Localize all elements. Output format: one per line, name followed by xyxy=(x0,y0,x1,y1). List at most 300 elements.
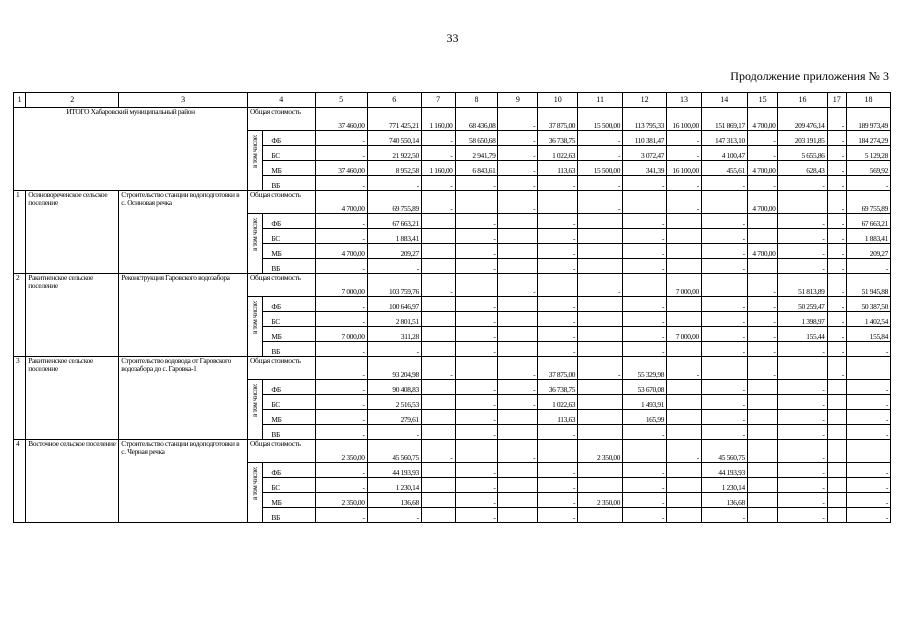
value-cell: 209 476,14 xyxy=(778,108,827,131)
value-cell: - xyxy=(538,244,578,259)
value-cell: - xyxy=(455,478,498,493)
value-cell xyxy=(578,327,623,342)
value-cell: - xyxy=(578,131,623,146)
value-cell: - xyxy=(421,440,455,463)
value-cell: - xyxy=(578,274,623,297)
value-cell: - xyxy=(498,395,538,410)
value-cell: - xyxy=(367,508,421,523)
value-cell xyxy=(498,327,538,342)
value-cell: 113,63 xyxy=(538,161,578,176)
value-cell: 53 670,08 xyxy=(623,380,667,395)
value-cell xyxy=(578,297,623,312)
value-cell: - xyxy=(846,380,890,395)
value-cell: - xyxy=(701,380,747,395)
value-cell xyxy=(578,259,623,274)
value-cell xyxy=(538,274,578,297)
settlement-name: Осиновореченское сельское поселение xyxy=(26,191,119,274)
value-cell xyxy=(667,342,702,357)
value-cell: - xyxy=(778,440,827,463)
value-cell: - xyxy=(498,176,538,191)
value-cell: 136,68 xyxy=(367,493,421,508)
value-cell: - xyxy=(747,146,778,161)
header-cell: 17 xyxy=(827,93,846,108)
value-cell xyxy=(421,327,455,342)
indicator-3: МБ xyxy=(263,493,315,508)
value-cell xyxy=(701,274,747,297)
value-cell: 4 700,00 xyxy=(747,161,778,176)
project-name: Строительство станции водоподготовки в с. Осиновая речка xyxy=(119,191,248,274)
value-cell: - xyxy=(827,108,846,131)
value-cell xyxy=(578,342,623,357)
header-cell: 6 xyxy=(367,93,421,108)
value-cell: - xyxy=(315,312,367,327)
value-cell xyxy=(498,493,538,508)
value-cell: - xyxy=(827,176,846,191)
value-cell: - xyxy=(538,425,578,440)
value-cell: 51 813,89 xyxy=(778,274,827,297)
value-cell: 5 129,28 xyxy=(846,146,890,161)
value-cell xyxy=(778,357,827,380)
project-name: Реконструкция Гаровского водозабора xyxy=(119,274,248,357)
value-cell: - xyxy=(827,342,846,357)
value-cell: - xyxy=(538,508,578,523)
value-cell: - xyxy=(778,214,827,229)
project-name: Строительство водовода от Гаровского водозабора до с. Гаровка-1 xyxy=(119,357,248,440)
in-total-text: в том числе: xyxy=(251,383,260,417)
value-cell: - xyxy=(701,395,747,410)
value-cell: 2 350,00 xyxy=(578,493,623,508)
value-cell: - xyxy=(623,312,667,327)
value-cell xyxy=(667,493,702,508)
value-cell xyxy=(421,229,455,244)
value-cell: - xyxy=(315,259,367,274)
indicator-3: МБ xyxy=(263,161,315,176)
value-cell: - xyxy=(455,380,498,395)
value-cell: 1 230,14 xyxy=(367,478,421,493)
value-cell xyxy=(578,508,623,523)
value-cell: 113 795,33 xyxy=(623,108,667,131)
value-cell: - xyxy=(455,297,498,312)
row-number: 2 xyxy=(14,274,26,357)
indicator-total-cost: Общая стоимость xyxy=(248,440,315,463)
value-cell: 1 022,63 xyxy=(538,395,578,410)
project-name: Строительство станции водоподготовки в с. Черная речка xyxy=(119,440,248,523)
value-cell xyxy=(578,425,623,440)
value-cell xyxy=(667,380,702,395)
value-cell xyxy=(455,191,498,214)
value-cell: 7 000,00 xyxy=(315,327,367,342)
total-row xyxy=(14,108,891,131)
settlement-name: Ракитненское сельское поселение xyxy=(26,357,119,440)
value-cell: - xyxy=(538,229,578,244)
value-cell: - xyxy=(421,274,455,297)
value-cell: - xyxy=(623,229,667,244)
value-cell xyxy=(498,244,538,259)
header-cell: 16 xyxy=(778,93,827,108)
value-cell: - xyxy=(538,297,578,312)
value-cell: 2 350,00 xyxy=(578,440,623,463)
value-cell xyxy=(421,297,455,312)
value-cell: 55 329,98 xyxy=(623,357,667,380)
value-cell: 100 646,97 xyxy=(367,297,421,312)
value-cell xyxy=(667,395,702,410)
indicator-1: ФБ xyxy=(263,297,315,312)
value-cell: 151 869,17 xyxy=(701,108,747,131)
value-cell xyxy=(667,214,702,229)
value-cell: - xyxy=(455,395,498,410)
value-cell: 6 843,61 xyxy=(455,161,498,176)
value-cell xyxy=(421,493,455,508)
value-cell: - xyxy=(455,229,498,244)
value-cell xyxy=(498,463,538,478)
value-cell: - xyxy=(455,425,498,440)
value-cell: 50 259,47 xyxy=(778,297,827,312)
value-cell xyxy=(455,274,498,297)
value-cell: - xyxy=(315,410,367,425)
value-cell: - xyxy=(367,342,421,357)
value-cell xyxy=(421,478,455,493)
header-cell: 7 xyxy=(421,93,455,108)
value-cell: - xyxy=(778,176,827,191)
value-cell: - xyxy=(827,191,846,214)
value-cell: 4 100,47 xyxy=(701,146,747,161)
value-cell: 2 350,00 xyxy=(315,440,367,463)
value-cell: - xyxy=(578,357,623,380)
value-cell xyxy=(846,440,890,463)
value-cell xyxy=(667,229,702,244)
value-cell: - xyxy=(578,146,623,161)
value-cell: - xyxy=(421,176,455,191)
value-cell xyxy=(498,259,538,274)
indicator-total-cost: Общая стоимость xyxy=(248,357,315,380)
value-cell: 4 700,00 xyxy=(315,244,367,259)
value-cell: - xyxy=(701,214,747,229)
value-cell: 69 755,89 xyxy=(846,191,890,214)
value-cell: - xyxy=(827,357,846,380)
value-cell: - xyxy=(827,244,846,259)
value-cell: 7 000,00 xyxy=(667,327,702,342)
indicator-1: ФБ xyxy=(263,214,315,229)
value-cell: - xyxy=(701,259,747,274)
value-cell xyxy=(827,395,846,410)
section-row xyxy=(14,191,891,214)
value-cell: 155,84 xyxy=(846,327,890,342)
header-cell: 3 xyxy=(119,93,248,108)
value-cell xyxy=(498,297,538,312)
value-cell: - xyxy=(778,425,827,440)
value-cell: 2 350,00 xyxy=(315,493,367,508)
value-cell: - xyxy=(421,357,455,380)
value-cell xyxy=(623,191,667,214)
value-cell xyxy=(455,357,498,380)
value-cell: 113,63 xyxy=(538,410,578,425)
value-cell: - xyxy=(778,342,827,357)
value-cell: - xyxy=(538,176,578,191)
header-cell: 4 xyxy=(248,93,315,108)
value-cell: - xyxy=(455,244,498,259)
value-cell: 45 560,75 xyxy=(367,440,421,463)
value-cell: 50 387,50 xyxy=(846,297,890,312)
value-cell xyxy=(538,191,578,214)
value-cell: 740 550,14 xyxy=(367,131,421,146)
value-cell: 1 883,41 xyxy=(367,229,421,244)
value-cell: 2 941,79 xyxy=(455,146,498,161)
budget-table xyxy=(13,92,891,523)
indicator-4: ВБ xyxy=(263,508,315,523)
value-cell: - xyxy=(778,395,827,410)
value-cell xyxy=(421,410,455,425)
in-total-label xyxy=(248,131,263,191)
value-cell: 16 100,00 xyxy=(667,161,702,176)
indicator-total-cost: Общая стоимость xyxy=(248,108,315,131)
value-cell: - xyxy=(701,312,747,327)
value-cell xyxy=(498,214,538,229)
in-total-text: в том числе: xyxy=(251,134,260,168)
value-cell: - xyxy=(623,425,667,440)
value-cell xyxy=(421,508,455,523)
value-cell: 311,28 xyxy=(367,327,421,342)
value-cell: - xyxy=(778,229,827,244)
value-cell: - xyxy=(667,191,702,214)
total-label: ИТОГО Хабаровский муниципальный район xyxy=(14,108,248,191)
indicator-2: БС xyxy=(263,478,315,493)
value-cell: 341,39 xyxy=(623,161,667,176)
value-cell: 147 313,10 xyxy=(701,131,747,146)
value-cell xyxy=(578,463,623,478)
value-cell xyxy=(667,297,702,312)
value-cell: 184 274,29 xyxy=(846,131,890,146)
section-row xyxy=(14,274,891,297)
value-cell: - xyxy=(421,146,455,161)
value-cell xyxy=(421,395,455,410)
value-cell: - xyxy=(747,342,778,357)
value-cell xyxy=(578,395,623,410)
value-cell: - xyxy=(827,146,846,161)
value-cell: - xyxy=(315,508,367,523)
value-cell: - xyxy=(315,425,367,440)
value-cell: - xyxy=(623,176,667,191)
indicator-4: ВБ xyxy=(263,259,315,274)
value-cell: - xyxy=(315,478,367,493)
value-cell: - xyxy=(455,493,498,508)
value-cell: - xyxy=(538,493,578,508)
value-cell: 1 883,41 xyxy=(846,229,890,244)
value-cell: - xyxy=(701,297,747,312)
value-cell xyxy=(778,191,827,214)
value-cell xyxy=(578,214,623,229)
value-cell: - xyxy=(747,327,778,342)
value-cell: - xyxy=(538,342,578,357)
value-cell xyxy=(747,259,778,274)
value-cell xyxy=(623,274,667,297)
value-cell: - xyxy=(455,327,498,342)
value-cell: 44 193,93 xyxy=(701,463,747,478)
value-cell: - xyxy=(778,244,827,259)
value-cell: - xyxy=(846,463,890,478)
value-cell: 1 160,00 xyxy=(421,108,455,131)
value-cell: 51 945,88 xyxy=(846,274,890,297)
value-cell: - xyxy=(623,463,667,478)
value-cell: - xyxy=(623,214,667,229)
value-cell: - xyxy=(701,244,747,259)
value-cell xyxy=(455,440,498,463)
value-cell xyxy=(421,380,455,395)
value-cell: - xyxy=(538,478,578,493)
in-total-label xyxy=(248,214,263,274)
value-cell: - xyxy=(701,176,747,191)
value-cell: - xyxy=(846,395,890,410)
value-cell: - xyxy=(367,259,421,274)
value-cell: 16 100,00 xyxy=(667,108,702,131)
value-cell: - xyxy=(455,508,498,523)
value-cell: 4 700,00 xyxy=(747,244,778,259)
value-cell: - xyxy=(827,259,846,274)
value-cell xyxy=(667,425,702,440)
value-cell: - xyxy=(498,146,538,161)
value-cell xyxy=(747,395,778,410)
value-cell xyxy=(747,380,778,395)
indicator-1: ФБ xyxy=(263,131,315,146)
value-cell: 209,27 xyxy=(367,244,421,259)
in-total-text: в том числе: xyxy=(251,217,260,251)
value-cell: - xyxy=(498,161,538,176)
value-cell xyxy=(578,410,623,425)
value-cell: - xyxy=(701,327,747,342)
header-cell: 12 xyxy=(623,93,667,108)
value-cell: - xyxy=(623,259,667,274)
value-cell: - xyxy=(747,312,778,327)
value-cell: - xyxy=(498,191,538,214)
value-cell: - xyxy=(367,176,421,191)
value-cell xyxy=(667,463,702,478)
value-cell: - xyxy=(315,395,367,410)
value-cell: - xyxy=(367,425,421,440)
value-cell: 7 000,00 xyxy=(667,274,702,297)
value-cell xyxy=(498,478,538,493)
value-cell: - xyxy=(827,229,846,244)
value-cell: 36 738,75 xyxy=(538,131,578,146)
value-cell: - xyxy=(455,259,498,274)
value-cell: - xyxy=(315,357,367,380)
row-number: 3 xyxy=(14,357,26,440)
value-cell: 21 922,50 xyxy=(367,146,421,161)
value-cell xyxy=(578,312,623,327)
value-cell: 36 738,75 xyxy=(538,380,578,395)
indicator-2: БС xyxy=(263,146,315,161)
in-total-label xyxy=(248,463,263,523)
value-cell: - xyxy=(846,410,890,425)
value-cell: - xyxy=(498,380,538,395)
indicator-1: ФБ xyxy=(263,380,315,395)
header-cell: 1 xyxy=(14,93,26,108)
header-cell: 14 xyxy=(701,93,747,108)
value-cell: - xyxy=(827,327,846,342)
value-cell xyxy=(747,508,778,523)
indicator-total-cost: Общая стоимость xyxy=(248,274,315,297)
value-cell: 8 952,58 xyxy=(367,161,421,176)
header-cell: 8 xyxy=(455,93,498,108)
value-cell: 1 230,14 xyxy=(701,478,747,493)
value-cell: 15 500,00 xyxy=(578,108,623,131)
value-cell xyxy=(747,229,778,244)
header-cell: 5 xyxy=(315,93,367,108)
value-cell: 37 875,00 xyxy=(538,357,578,380)
in-total-label xyxy=(248,380,263,440)
value-cell: 209,27 xyxy=(846,244,890,259)
value-cell xyxy=(421,342,455,357)
appendix-continuation-title: Продолжение приложения № 3 xyxy=(730,69,889,83)
header-cell: 15 xyxy=(747,93,778,108)
header-cell: 18 xyxy=(846,93,890,108)
value-cell: - xyxy=(701,229,747,244)
header-cell: 13 xyxy=(667,93,702,108)
value-cell: - xyxy=(315,146,367,161)
value-cell xyxy=(578,244,623,259)
value-cell: - xyxy=(623,508,667,523)
value-cell: - xyxy=(827,214,846,229)
in-total-text: в том числе: xyxy=(251,466,260,500)
value-cell: 44 193,93 xyxy=(367,463,421,478)
value-cell: - xyxy=(315,131,367,146)
value-cell xyxy=(827,463,846,478)
value-cell xyxy=(498,410,538,425)
value-cell: - xyxy=(455,312,498,327)
value-cell: - xyxy=(315,214,367,229)
header-cell: 11 xyxy=(578,93,623,108)
value-cell: - xyxy=(578,191,623,214)
value-cell: 628,43 xyxy=(778,161,827,176)
value-cell: - xyxy=(421,131,455,146)
value-cell xyxy=(421,312,455,327)
value-cell xyxy=(421,214,455,229)
value-cell: - xyxy=(701,410,747,425)
value-cell: - xyxy=(498,108,538,131)
value-cell xyxy=(747,410,778,425)
value-cell xyxy=(578,380,623,395)
value-cell: 1 398,97 xyxy=(778,312,827,327)
value-cell: - xyxy=(701,508,747,523)
value-cell: - xyxy=(538,259,578,274)
value-cell: - xyxy=(455,176,498,191)
indicator-3: МБ xyxy=(263,327,315,342)
indicator-4: ВБ xyxy=(263,176,315,191)
value-cell: 68 436,08 xyxy=(455,108,498,131)
value-cell xyxy=(827,508,846,523)
value-cell: - xyxy=(455,463,498,478)
value-cell: - xyxy=(498,440,538,463)
value-cell: 103 759,76 xyxy=(367,274,421,297)
value-cell: - xyxy=(623,327,667,342)
value-cell: - xyxy=(315,297,367,312)
value-cell xyxy=(827,380,846,395)
section-row xyxy=(14,440,891,463)
value-cell: 90 408,83 xyxy=(367,380,421,395)
value-cell: 569,92 xyxy=(846,161,890,176)
indicator-2: БС xyxy=(263,395,315,410)
value-cell xyxy=(498,508,538,523)
indicator-2: БС xyxy=(263,312,315,327)
value-cell xyxy=(538,440,578,463)
value-cell: 67 663,21 xyxy=(367,214,421,229)
value-cell: 2 516,53 xyxy=(367,395,421,410)
value-cell: - xyxy=(498,131,538,146)
value-cell: - xyxy=(623,297,667,312)
value-cell xyxy=(421,463,455,478)
value-cell: - xyxy=(701,425,747,440)
value-cell: - xyxy=(827,312,846,327)
value-cell xyxy=(498,342,538,357)
value-cell xyxy=(827,425,846,440)
